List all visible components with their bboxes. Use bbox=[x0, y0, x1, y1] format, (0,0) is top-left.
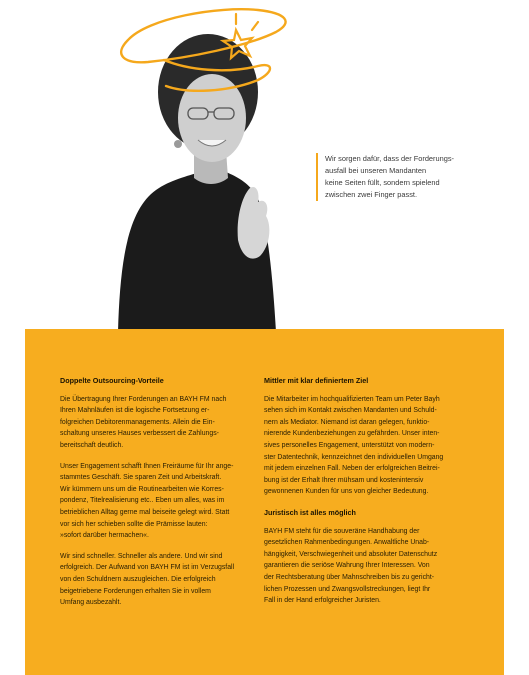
paragraph-juristisch: BAYH FM steht für die souveräne Handhabung der gesetzlichen Rahmenbedingungen. Anwaltliche Unab- hängigkeit, Verschwiegenheit und absoluter Datenschutz garantieren die seriöse Wahrung Ihrer Interessen. Von der Rechtsberatung über Mahnschreiben bis zu gericht- lichen Prozessen und Zwangsvollstreckungen, liegt Ihr Fall in der Hand erfolgreicher Juristen. bbox=[264, 527, 438, 605]
pull-quote bbox=[316, 153, 477, 201]
heading-outsourcing: Doppelte Outsourcing-Vorteile bbox=[60, 376, 164, 385]
heading-juristisch: Juristisch ist alles möglich bbox=[264, 507, 356, 517]
paragraph-outsourcing-3: Wir sind schneller. Schneller als andere. Und wir sind erfolgreich. Der Aufwand von BAYH FM ist im Verzugsfall von den Schuldnern auszugleichen. Die erfolgreich beigetriebene Forderungen erhalten Sie in vollem Umfang ausbezahlt. bbox=[60, 552, 235, 607]
quote-line: zwischen zwei Finger passt. bbox=[325, 190, 418, 199]
paragraph-outsourcing-2: Unser Engagement schafft Ihnen Freiräume für Ihr ange- stammtes Geschäft. Sie sparen Zeit und Arbeitskraft. Wir kümmern uns um die Routinearbeiten wie Korres- pondenz, Titelrealisierung etc.. Eben um alles, was im betrieblichen Alltag gerne mal beiseite gelegt wird. Statt vor sich her schieben sollte die Prämisse lauten: »sofort darüber hermachen«. bbox=[60, 462, 234, 540]
portrait-photo bbox=[108, 0, 320, 332]
quote-line: keine Seiten füllt, sondern spielend bbox=[325, 178, 440, 187]
right-column bbox=[264, 375, 462, 616]
quote-line: ausfall bei unseren Mandanten bbox=[325, 166, 427, 175]
heading-mittler: Mittler mit klar definiertem Ziel bbox=[264, 376, 369, 385]
paragraph-outsourcing-1: Die Übertragung Ihrer Forderungen an BAYH FM nach Ihren Mahnläufen ist die logische Fortsetzung er- folgreichen Debitorenmanagements. Allein die Ein- schaltung unseres Hauses verbessert die Zahlungs- bereitschaft deutlich. bbox=[60, 395, 227, 449]
paragraph-mittler: Die Mitarbeiter im hochqualifizierten Team um Peter Bayh sehen sich im Kontakt zwischen Mandanten und Schuld- nern als Mediator. Niemand ist daran gelegen, funktio- nierende Kundenbeziehungen zu gefährden. Unser inten- sives personelles Engagement, unterstützt von modern- ster Datentechnik, kennzeichnet den individuellen Umgang mit jedem einzelnen Fall. Neben der erfolgreichen Beitrei- bung ist der Erhalt Ihrer mühsam und kostenintensiv gewonnenen Kunden für uns von gleicher Bedeutung. bbox=[264, 395, 444, 496]
text-panel bbox=[25, 329, 504, 675]
quote-line: Wir sorgen dafür, dass der Forderungs- bbox=[325, 154, 454, 163]
left-column bbox=[60, 375, 250, 618]
earring bbox=[174, 140, 182, 148]
